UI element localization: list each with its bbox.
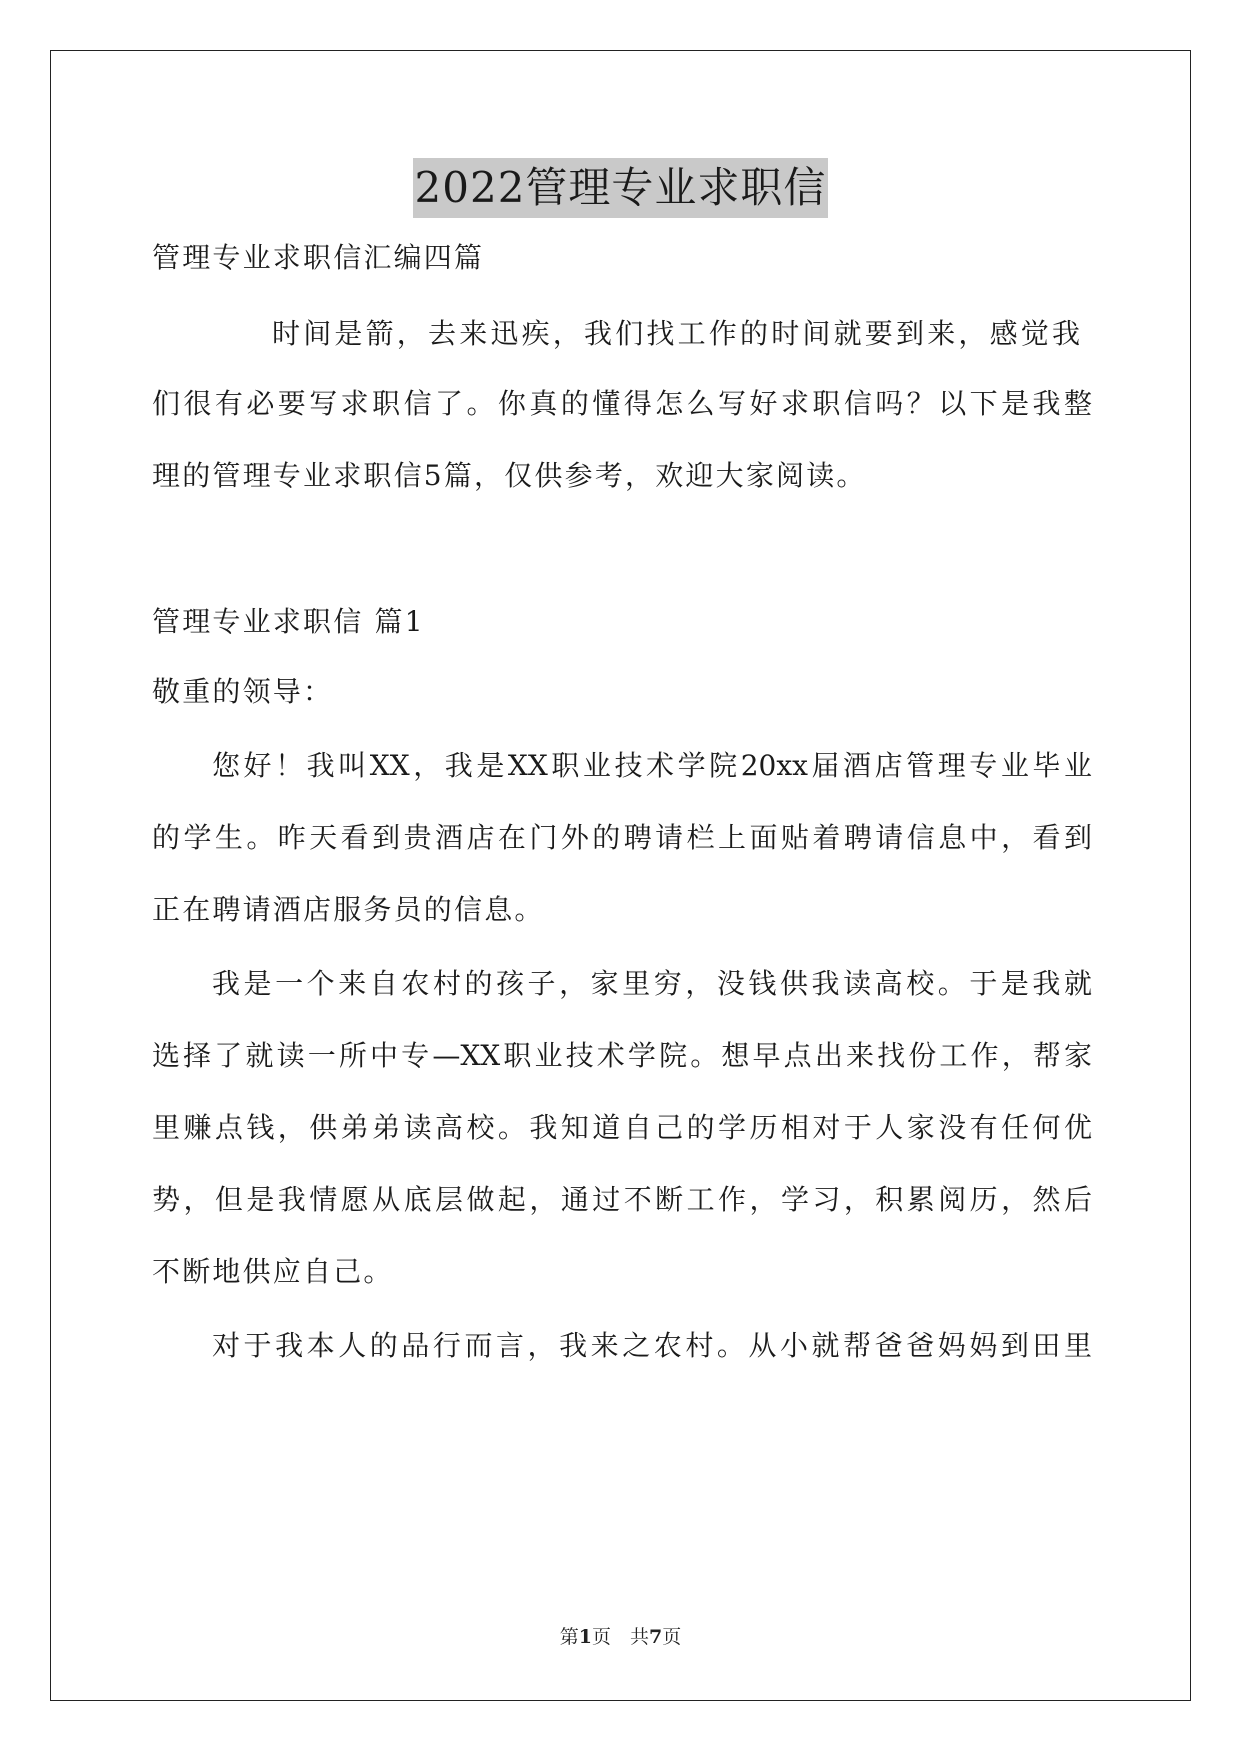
title-container bbox=[0, 158, 1241, 218]
body-line-3: 正在聘请酒店服务员的信息。 bbox=[152, 893, 545, 926]
document-title: 2022管理专业求职信 bbox=[413, 158, 829, 218]
intro-line-2: 们很有必要写求职信了。你真的懂得怎么写好求职信吗？以下是我整 bbox=[152, 387, 1092, 420]
body-line-2: 的学生。昨天看到贵酒店在门外的聘请栏上面贴着聘请信息中，看到 bbox=[152, 821, 1092, 854]
footer-page-suffix: 页 bbox=[662, 1626, 682, 1648]
page-footer bbox=[0, 1624, 1241, 1650]
salutation: 敬重的领导： bbox=[152, 675, 334, 708]
body-line-9: 对于我本人的品行而言，我来之农村。从小就帮爸爸妈妈到田里 bbox=[212, 1329, 1092, 1362]
page-frame bbox=[50, 50, 1191, 1701]
intro-line-1: 时间是箭，去来迅疾，我们找工作的时间就要到来，感觉我 bbox=[272, 317, 1084, 350]
body-line-1: 您好！我叫XX，我是XX职业技术学院20xx届酒店管理专业毕业 bbox=[212, 749, 1092, 782]
footer-page-prefix: 第 bbox=[559, 1626, 579, 1648]
document-subtitle: 管理专业求职信汇编四篇 bbox=[152, 241, 485, 274]
body-line-6: 里赚点钱，供弟弟读高校。我知道自己的学历相对于人家没有任何优 bbox=[152, 1111, 1092, 1144]
section-heading: 管理专业求职信 篇1 bbox=[152, 605, 425, 638]
intro-line-3: 理的管理专业求职信5篇，仅供参考，欢迎大家阅读。 bbox=[152, 459, 867, 492]
body-line-8: 不断地供应自己。 bbox=[152, 1255, 394, 1288]
footer-page-total: 7 bbox=[649, 1626, 663, 1648]
body-line-4: 我是一个来自农村的孩子，家里穷，没钱供我读高校。于是我就 bbox=[212, 967, 1092, 1000]
footer-page-mid: 页 共 bbox=[591, 1626, 649, 1648]
footer-page-number: 1 bbox=[578, 1626, 592, 1648]
body-line-7: 势，但是我情愿从底层做起，通过不断工作，学习，积累阅历，然后 bbox=[152, 1183, 1092, 1216]
body-line-5: 选择了就读一所中专—XX职业技术学院。想早点出来找份工作，帮家 bbox=[152, 1039, 1092, 1072]
